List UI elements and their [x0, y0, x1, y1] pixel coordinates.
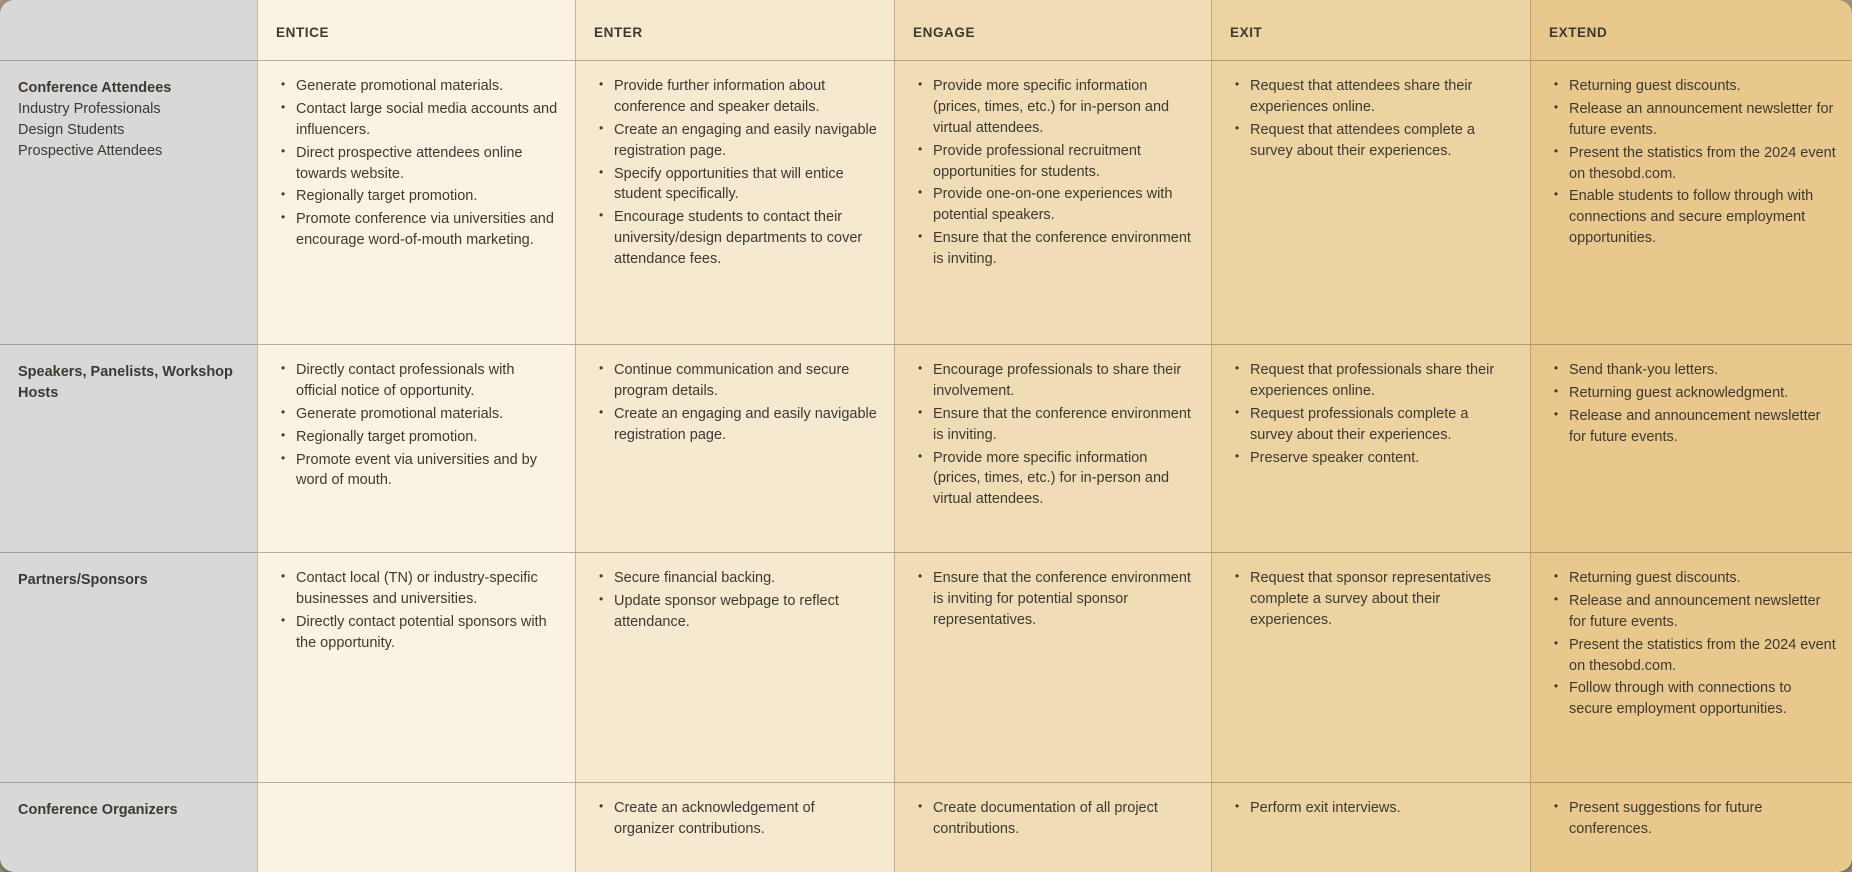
- bullet-item: • Ensure that the conference environment is inviting for potential sponsor representatives.: [917, 568, 1195, 631]
- bullet-item: • Promote event via universities and by word of mouth.: [280, 450, 559, 492]
- bullet-item: • Specify opportunities that will entice student specifically.: [598, 164, 878, 206]
- bullet-item: • Encourage students to contact their university/design departments to cover attendance fees.: [598, 207, 878, 270]
- bullet-item: • Request that attendees complete a survey about their experiences.: [1234, 120, 1514, 162]
- bullet-item: • Returning guest acknowledgment.: [1553, 383, 1836, 404]
- cell-enter-conference-organizers: [575, 782, 894, 872]
- bullet-item: • Send thank-you letters.: [1553, 360, 1836, 381]
- bullet-list: [917, 76, 1195, 270]
- cell-exit-conference-attendees: [1211, 60, 1530, 344]
- row-header-title: Conference Organizers: [18, 802, 178, 818]
- bullet-item: • Direct prospective attendees online towards website.: [280, 143, 559, 185]
- row-header-speakers-panelists-workshop-hosts: [0, 344, 257, 552]
- column-header-exit: [1211, 0, 1530, 60]
- bullet-list: [1553, 798, 1836, 840]
- bullet-item: • Continue communication and secure program details.: [598, 360, 878, 402]
- column-header-label: ENTER: [594, 24, 643, 40]
- column-header-entice: [257, 0, 575, 60]
- bullet-list: [598, 360, 878, 446]
- bullet-item: • Encourage professionals to share their involvement.: [917, 360, 1195, 402]
- row-header-title: Conference Attendees: [18, 80, 172, 96]
- bullet-item: • Create documentation of all project contributions.: [917, 798, 1195, 840]
- row-header-subline: Prospective Attendees: [18, 143, 163, 160]
- bullet-item: • Contact local (TN) or industry-specific businesses and universities.: [280, 568, 559, 610]
- bullet-item: • Regionally target promotion.: [280, 427, 559, 448]
- bullet-item: • Provide more specific information (prices, times, etc.) for in-person and virtual attendees.: [917, 76, 1195, 139]
- cell-extend-speakers-panelists-workshop-hosts: [1530, 344, 1852, 552]
- bullet-item: • Perform exit interviews.: [1234, 798, 1514, 819]
- column-header-label: ENGAGE: [913, 24, 976, 40]
- bullet-item: • Update sponsor webpage to reflect attendance.: [598, 591, 878, 633]
- bullet-item: • Release and announcement newsletter for future events.: [1553, 591, 1836, 633]
- cell-entice-partners-sponsors: [257, 552, 575, 782]
- bullet-item: • Promote conference via universities and encourage word-of-mouth marketing.: [280, 209, 559, 251]
- bullet-list: [1234, 360, 1514, 468]
- bullet-list: [598, 568, 878, 633]
- bullet-list: [1553, 568, 1836, 720]
- column-header-extend: [1530, 0, 1852, 60]
- row-header-conference-attendees: [0, 60, 257, 344]
- column-header-label: ENTICE: [276, 24, 330, 40]
- cell-engage-speakers-panelists-workshop-hosts: [894, 344, 1211, 552]
- bullet-list: [280, 76, 559, 251]
- bullet-item: • Create an acknowledgement of organizer contributions.: [598, 798, 878, 840]
- bullet-list: [917, 798, 1195, 840]
- cell-entice-conference-organizers: [257, 782, 575, 872]
- bullet-item: • Contact large social media accounts and influencers.: [280, 99, 559, 141]
- bullet-list: [917, 568, 1195, 631]
- cell-entice-conference-attendees: [257, 60, 575, 344]
- cell-engage-conference-attendees: [894, 60, 1211, 344]
- bullet-list: [598, 76, 878, 270]
- cell-exit-partners-sponsors: [1211, 552, 1530, 782]
- bullet-item: • Ensure that the conference environment is inviting.: [917, 228, 1195, 270]
- bullet-list: [1553, 360, 1836, 448]
- bullet-item: • Request that attendees share their experiences online.: [1234, 76, 1514, 118]
- bullet-item: • Follow through with connections to secure employment opportunities.: [1553, 678, 1836, 720]
- bullet-item: • Release an announcement newsletter for future events.: [1553, 99, 1836, 141]
- bullet-item: • Provide professional recruitment opportunities for students.: [917, 141, 1195, 183]
- corner-cell: [0, 0, 257, 60]
- bullet-list: [917, 360, 1195, 510]
- cell-enter-conference-attendees: [575, 60, 894, 344]
- bullet-item: • Release and announcement newsletter for future events.: [1553, 406, 1836, 448]
- bullet-list: [1234, 568, 1514, 631]
- cell-extend-conference-organizers: [1530, 782, 1852, 872]
- column-header-enter: [575, 0, 894, 60]
- bullet-list: [280, 568, 559, 654]
- cell-exit-conference-organizers: [1211, 782, 1530, 872]
- bullet-list: [1234, 76, 1514, 162]
- cell-entice-speakers-panelists-workshop-hosts: [257, 344, 575, 552]
- bullet-item: • Directly contact potential sponsors with the opportunity.: [280, 612, 559, 654]
- bullet-item: • Request professionals complete a survey about their experiences.: [1234, 404, 1514, 446]
- cell-engage-conference-organizers: [894, 782, 1211, 872]
- bullet-item: • Create an engaging and easily navigable registration page.: [598, 404, 878, 446]
- bullet-item: • Directly contact professionals with official notice of opportunity.: [280, 360, 559, 402]
- cell-enter-speakers-panelists-workshop-hosts: [575, 344, 894, 552]
- row-header-title: Partners/Sponsors: [18, 572, 148, 588]
- bullet-item: • Secure financial backing.: [598, 568, 878, 589]
- bullet-list: [1234, 798, 1514, 819]
- bullet-item: • Generate promotional materials.: [280, 404, 559, 425]
- bullet-item: • Generate promotional materials.: [280, 76, 559, 97]
- bullet-item: • Regionally target promotion.: [280, 186, 559, 207]
- cell-enter-partners-sponsors: [575, 552, 894, 782]
- bullet-item: • Enable students to follow through with connections and secure employment opportunities.: [1553, 186, 1836, 249]
- bullet-item: • Returning guest discounts.: [1553, 568, 1836, 589]
- cell-extend-partners-sponsors: [1530, 552, 1852, 782]
- bullet-item: • Request that professionals share their experiences online.: [1234, 360, 1514, 402]
- column-header-label: EXTEND: [1549, 24, 1608, 40]
- row-header-conference-organizers: [0, 782, 257, 872]
- bullet-list: [280, 360, 559, 491]
- row-header-subline: Industry Professionals: [18, 101, 161, 118]
- bullet-item: • Provide more specific information (prices, times, etc.) for in-person and virtual attendees.: [917, 448, 1195, 511]
- bullet-item: • Present the statistics from the 2024 event on thesobd.com.: [1553, 635, 1836, 677]
- cell-exit-speakers-panelists-workshop-hosts: [1211, 344, 1530, 552]
- bullet-item: • Ensure that the conference environment is inviting.: [917, 404, 1195, 446]
- column-header-label: EXIT: [1230, 24, 1263, 40]
- row-header-title: Speakers, Panelists, Workshop Hosts: [18, 364, 233, 402]
- bullet-item: • Provide further information about conference and speaker details.: [598, 76, 878, 118]
- bullet-item: • Present the statistics from the 2024 event on thesobd.com.: [1553, 143, 1836, 185]
- bullet-item: • Create an engaging and easily navigable registration page.: [598, 120, 878, 162]
- bullet-item: • Preserve speaker content.: [1234, 448, 1514, 469]
- row-header-subline: Design Students: [18, 122, 125, 139]
- row-header-partners-sponsors: [0, 552, 257, 782]
- cell-extend-conference-attendees: [1530, 60, 1852, 344]
- bullet-item: • Request that sponsor representatives complete a survey about their experiences.: [1234, 568, 1514, 631]
- bullet-item: • Provide one-on-one experiences with potential speakers.: [917, 184, 1195, 226]
- bullet-item: • Present suggestions for future conferences.: [1553, 798, 1836, 840]
- cell-engage-partners-sponsors: [894, 552, 1211, 782]
- bullet-list: [598, 798, 878, 840]
- bullet-list: [1553, 76, 1836, 249]
- column-header-engage: [894, 0, 1211, 60]
- bullet-item: • Returning guest discounts.: [1553, 76, 1836, 97]
